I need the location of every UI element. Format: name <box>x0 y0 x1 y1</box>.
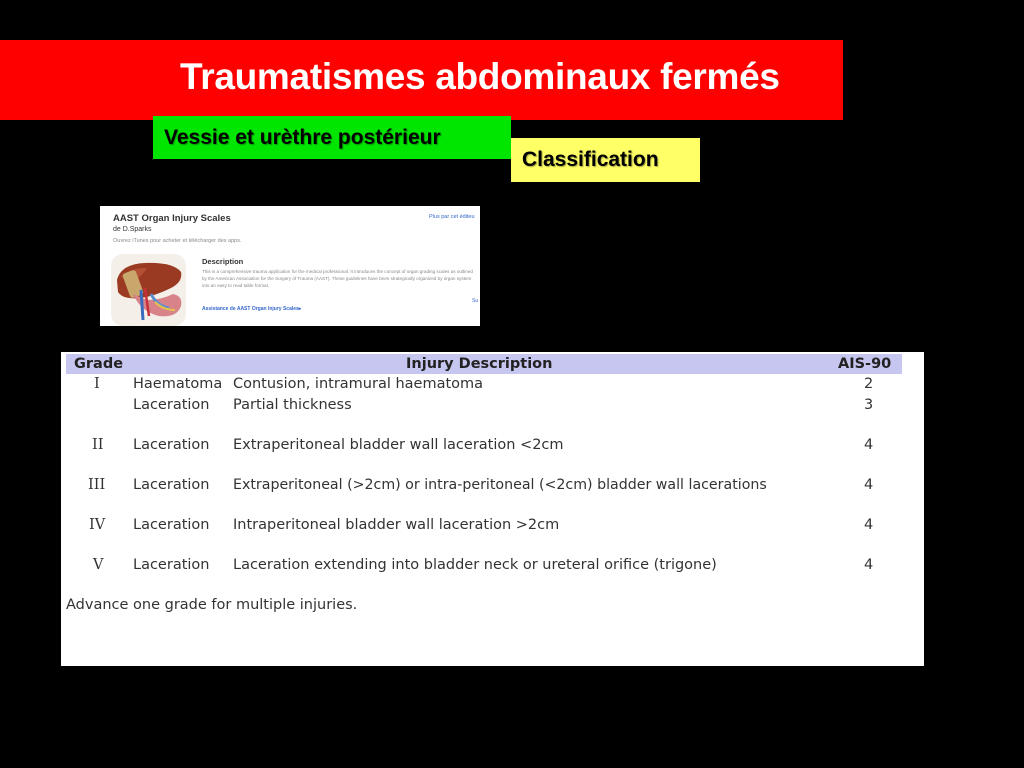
support-link[interactable]: Assistance de AAST Organ Injury Scales▸ <box>202 306 302 312</box>
row-6-description: Laceration extending into bladder neck or ureteral orifice (trigone) <box>233 557 717 573</box>
row-3-grade: II <box>92 437 104 453</box>
row-5-type: Laceration <box>133 517 210 533</box>
row-1-ais: 2 <box>864 376 874 392</box>
row-2-type: Laceration <box>133 397 210 413</box>
row-3-ais: 4 <box>864 437 874 453</box>
title-bar <box>0 40 843 120</box>
row-2-ais: 3 <box>864 397 874 413</box>
row-5-description: Intraperitoneal bladder wall laceration >2cm <box>233 517 560 533</box>
row-4-description: Extraperitoneal (>2cm) or intra-peritoneal (<2cm) bladder wall lacerations <box>233 477 767 493</box>
row-1-description: Contusion, intramural haematoma <box>233 376 484 392</box>
side-link-fragment[interactable]: Su <box>472 298 479 304</box>
table-header-row <box>66 354 902 374</box>
row-1-type: Haematoma <box>133 376 223 392</box>
row-2-description: Partial thickness <box>233 397 352 413</box>
row-3-type: Laceration <box>133 437 210 453</box>
row-4-type: Laceration <box>133 477 210 493</box>
injury-grade-table <box>61 352 924 666</box>
header-ais: AIS-90 <box>838 356 892 372</box>
row-4-ais: 4 <box>864 477 874 493</box>
subtitle-classification: Classification <box>511 138 700 182</box>
row-4-grade: III <box>88 477 106 493</box>
row-6-ais: 4 <box>864 557 874 573</box>
description-text: This is a comprehensive trauma application for the medical professional. It introduces the concept of organ grading scales as outlined by the American Association for the Surgery of Trauma (AAST). These guidelines have been strategically organized by organ system into an easy to read table format. <box>202 269 473 288</box>
app-store-card <box>100 206 480 326</box>
header-injury-description: Injury Description <box>406 356 553 372</box>
row-6-grade: V <box>93 557 104 573</box>
row-3-description: Extraperitoneal bladder wall laceration <2cm <box>233 437 564 453</box>
row-1-grade: I <box>94 376 100 392</box>
support-link-label: Assistance de AAST Organ Injury Scales <box>202 306 299 312</box>
row-6-type: Laceration <box>133 557 210 573</box>
row-5-grade: IV <box>89 517 106 533</box>
more-by-publisher-link[interactable]: Plus par cet éditeu <box>429 214 475 220</box>
app-author: de D.Sparks <box>113 226 152 233</box>
header-grade: Grade <box>74 356 124 372</box>
liver-organ-icon <box>111 254 186 326</box>
table-footnote: Advance one grade for multiple injuries. <box>66 597 358 613</box>
subtitle-bladder-urethra: Vessie et urèthre postérieur <box>153 116 511 159</box>
app-title: AAST Organ Injury Scales <box>113 213 231 224</box>
app-open-itunes-text: Ouvrez iTunes pour acheter et télécharger des apps. <box>113 238 242 244</box>
row-5-ais: 4 <box>864 517 874 533</box>
description-heading: Description <box>202 257 244 266</box>
slide-title: Traumatismes abdominaux fermés <box>180 56 780 97</box>
